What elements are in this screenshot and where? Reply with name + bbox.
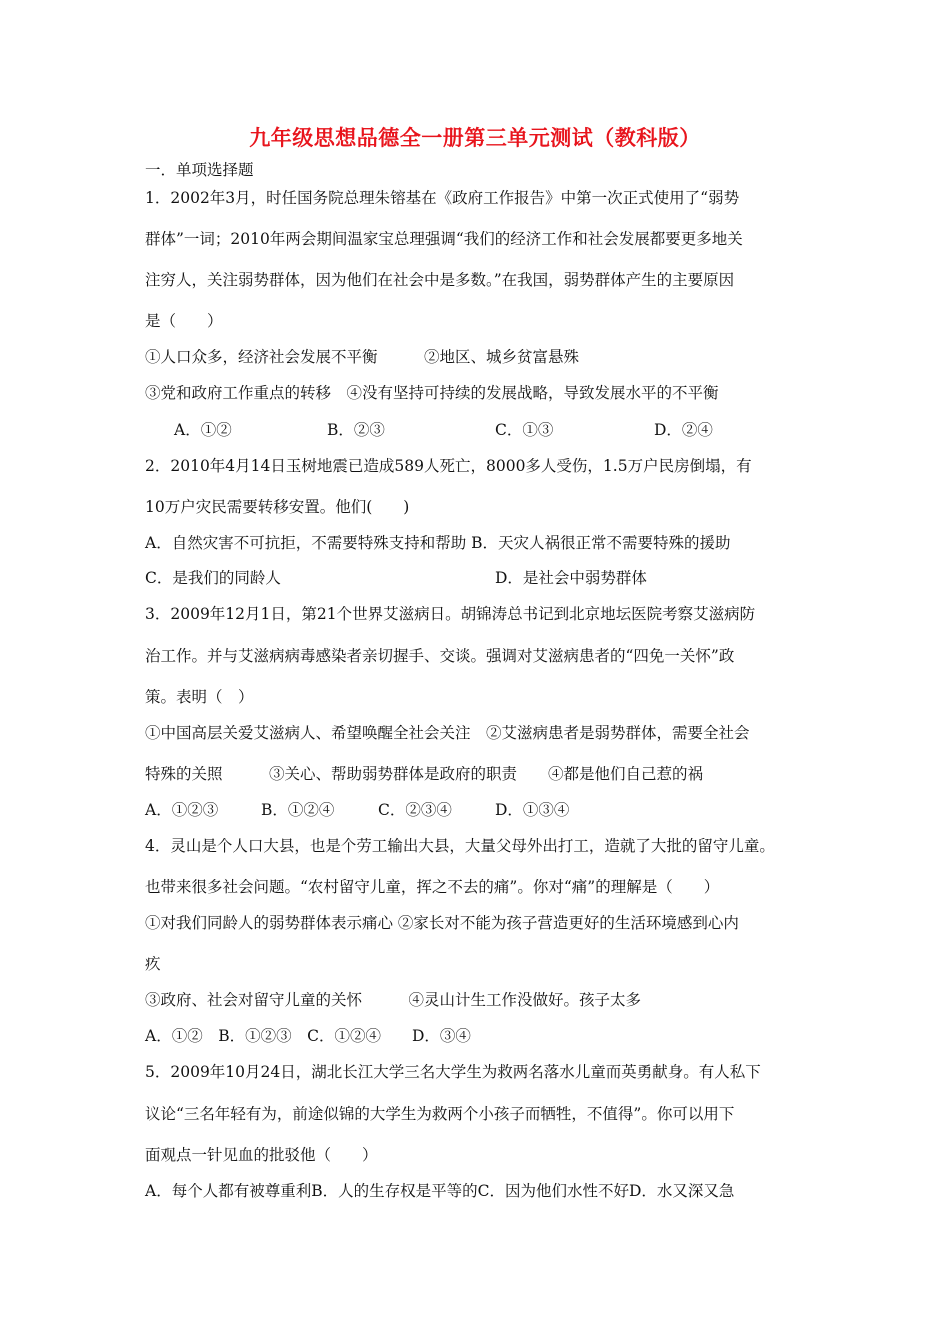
q1-option-d: D．②④ — [654, 421, 713, 439]
q5-line: 面观点一针见血的批驳他（ ） — [145, 1146, 378, 1164]
q3-line: 治工作。并与艾滋病病毒感染者亲切握手、交谈。强调对艾滋病患者的“四免一关怀”政 — [145, 647, 735, 665]
q1-statements: ①人口众多，经济社会发展不平衡 ②地区、城乡贫富悬殊 — [145, 348, 580, 366]
q2-line: 2．2010年4月14日玉树地震已造成589人死亡，8000多人受伤，1.5万户民房倒塌，有 — [145, 457, 752, 475]
q4-statements: ③政府、社会对留守儿童的关怀 ④灵山计生工作没做好。孩子太多 — [145, 991, 642, 1009]
q2-options-ab: A．自然灾害不可抗拒，不需要特殊支持和帮助 B．天灾人祸很正常不需要特殊的援助 — [145, 534, 731, 552]
q1-line: 是（ ） — [145, 312, 223, 330]
q1-line: 群体”一词；2010年两会期间温家宝总理强调“我们的经济工作和社会发展都要更多地关 — [145, 230, 743, 248]
q3-statements: ①中国高层关爱艾滋病人、希望唤醒全社会关注 ②艾滋病患者是弱势群体，需要全社会 — [145, 724, 750, 742]
q1-option-c: C．①③ — [495, 421, 554, 439]
q4-line: 也带来很多社会问题。“农村留守儿童，挥之不去的痛”。你对“痛”的理解是（ ） — [145, 878, 720, 896]
q3-option-d: D．①③④ — [495, 801, 570, 819]
q4-statements: ①对我们同龄人的弱势群体表示痛心 ②家长对不能为孩子营造更好的生活环境感到心内 — [145, 914, 739, 932]
q3-line: 3．2009年12月1日，第21个世界艾滋病日。胡锦涛总书记到北京地坛医院考察艾滋病防 — [145, 605, 756, 623]
q1-line: 注穷人，关注弱势群体，因为他们在社会中是多数。”在我国，弱势群体产生的主要原因 — [145, 271, 735, 289]
q1-option-a: A．①② — [174, 421, 232, 439]
q4-statements: 疚 — [145, 955, 161, 973]
q3-option-c: C．②③④ — [378, 801, 452, 819]
q2-line: 10万户灾民需要转移安置。他们( ) — [145, 498, 410, 516]
q5-line: 议论“三名年轻有为，前途似锦的大学生为救两个小孩子而牺牲，不值得”。你可以用下 — [145, 1105, 735, 1123]
q3-statements: 特殊的关照 ③关心、帮助弱势群体是政府的职责 ④都是他们自己惹的祸 — [145, 765, 704, 783]
q5-options: A．每个人都有被尊重利B．人的生存权是平等的C．因为他们水性不好D．水又深又急 — [145, 1182, 735, 1200]
section-heading: 一．单项选择题 — [145, 161, 254, 179]
q3-option-a: A．①②③ — [145, 801, 219, 819]
q5-line: 5．2009年10月24日，湖北长江大学三名大学生为救两名落水儿童而英勇献身。有人私下 — [145, 1063, 761, 1081]
q1-option-b: B．②③ — [327, 421, 385, 439]
q3-line: 策。表明（ ） — [145, 688, 254, 706]
q1-line: 1．2002年3月，时任国务院总理朱镕基在《政府工作报告》中第一次正式使用了“弱势 — [145, 189, 740, 207]
q4-line: 4．灵山是个人口大县，也是个劳工输出大县，大量父母外出打工，造就了大批的留守儿童。 — [145, 837, 775, 855]
q3-option-b: B．①②④ — [261, 801, 335, 819]
q2-option-d: D．是社会中弱势群体 — [495, 569, 647, 587]
q1-statements: ③党和政府工作重点的转移 ④没有坚持可持续的发展战略，导致发展水平的不平衡 — [145, 384, 719, 402]
document-title: 九年级思想品德全一册第三单元测试（教科版） — [249, 125, 701, 150]
q4-options: A．①② B．①②③ C．①②④ D．③④ — [145, 1027, 471, 1045]
q2-option-c: C．是我们的同龄人 — [145, 569, 281, 587]
